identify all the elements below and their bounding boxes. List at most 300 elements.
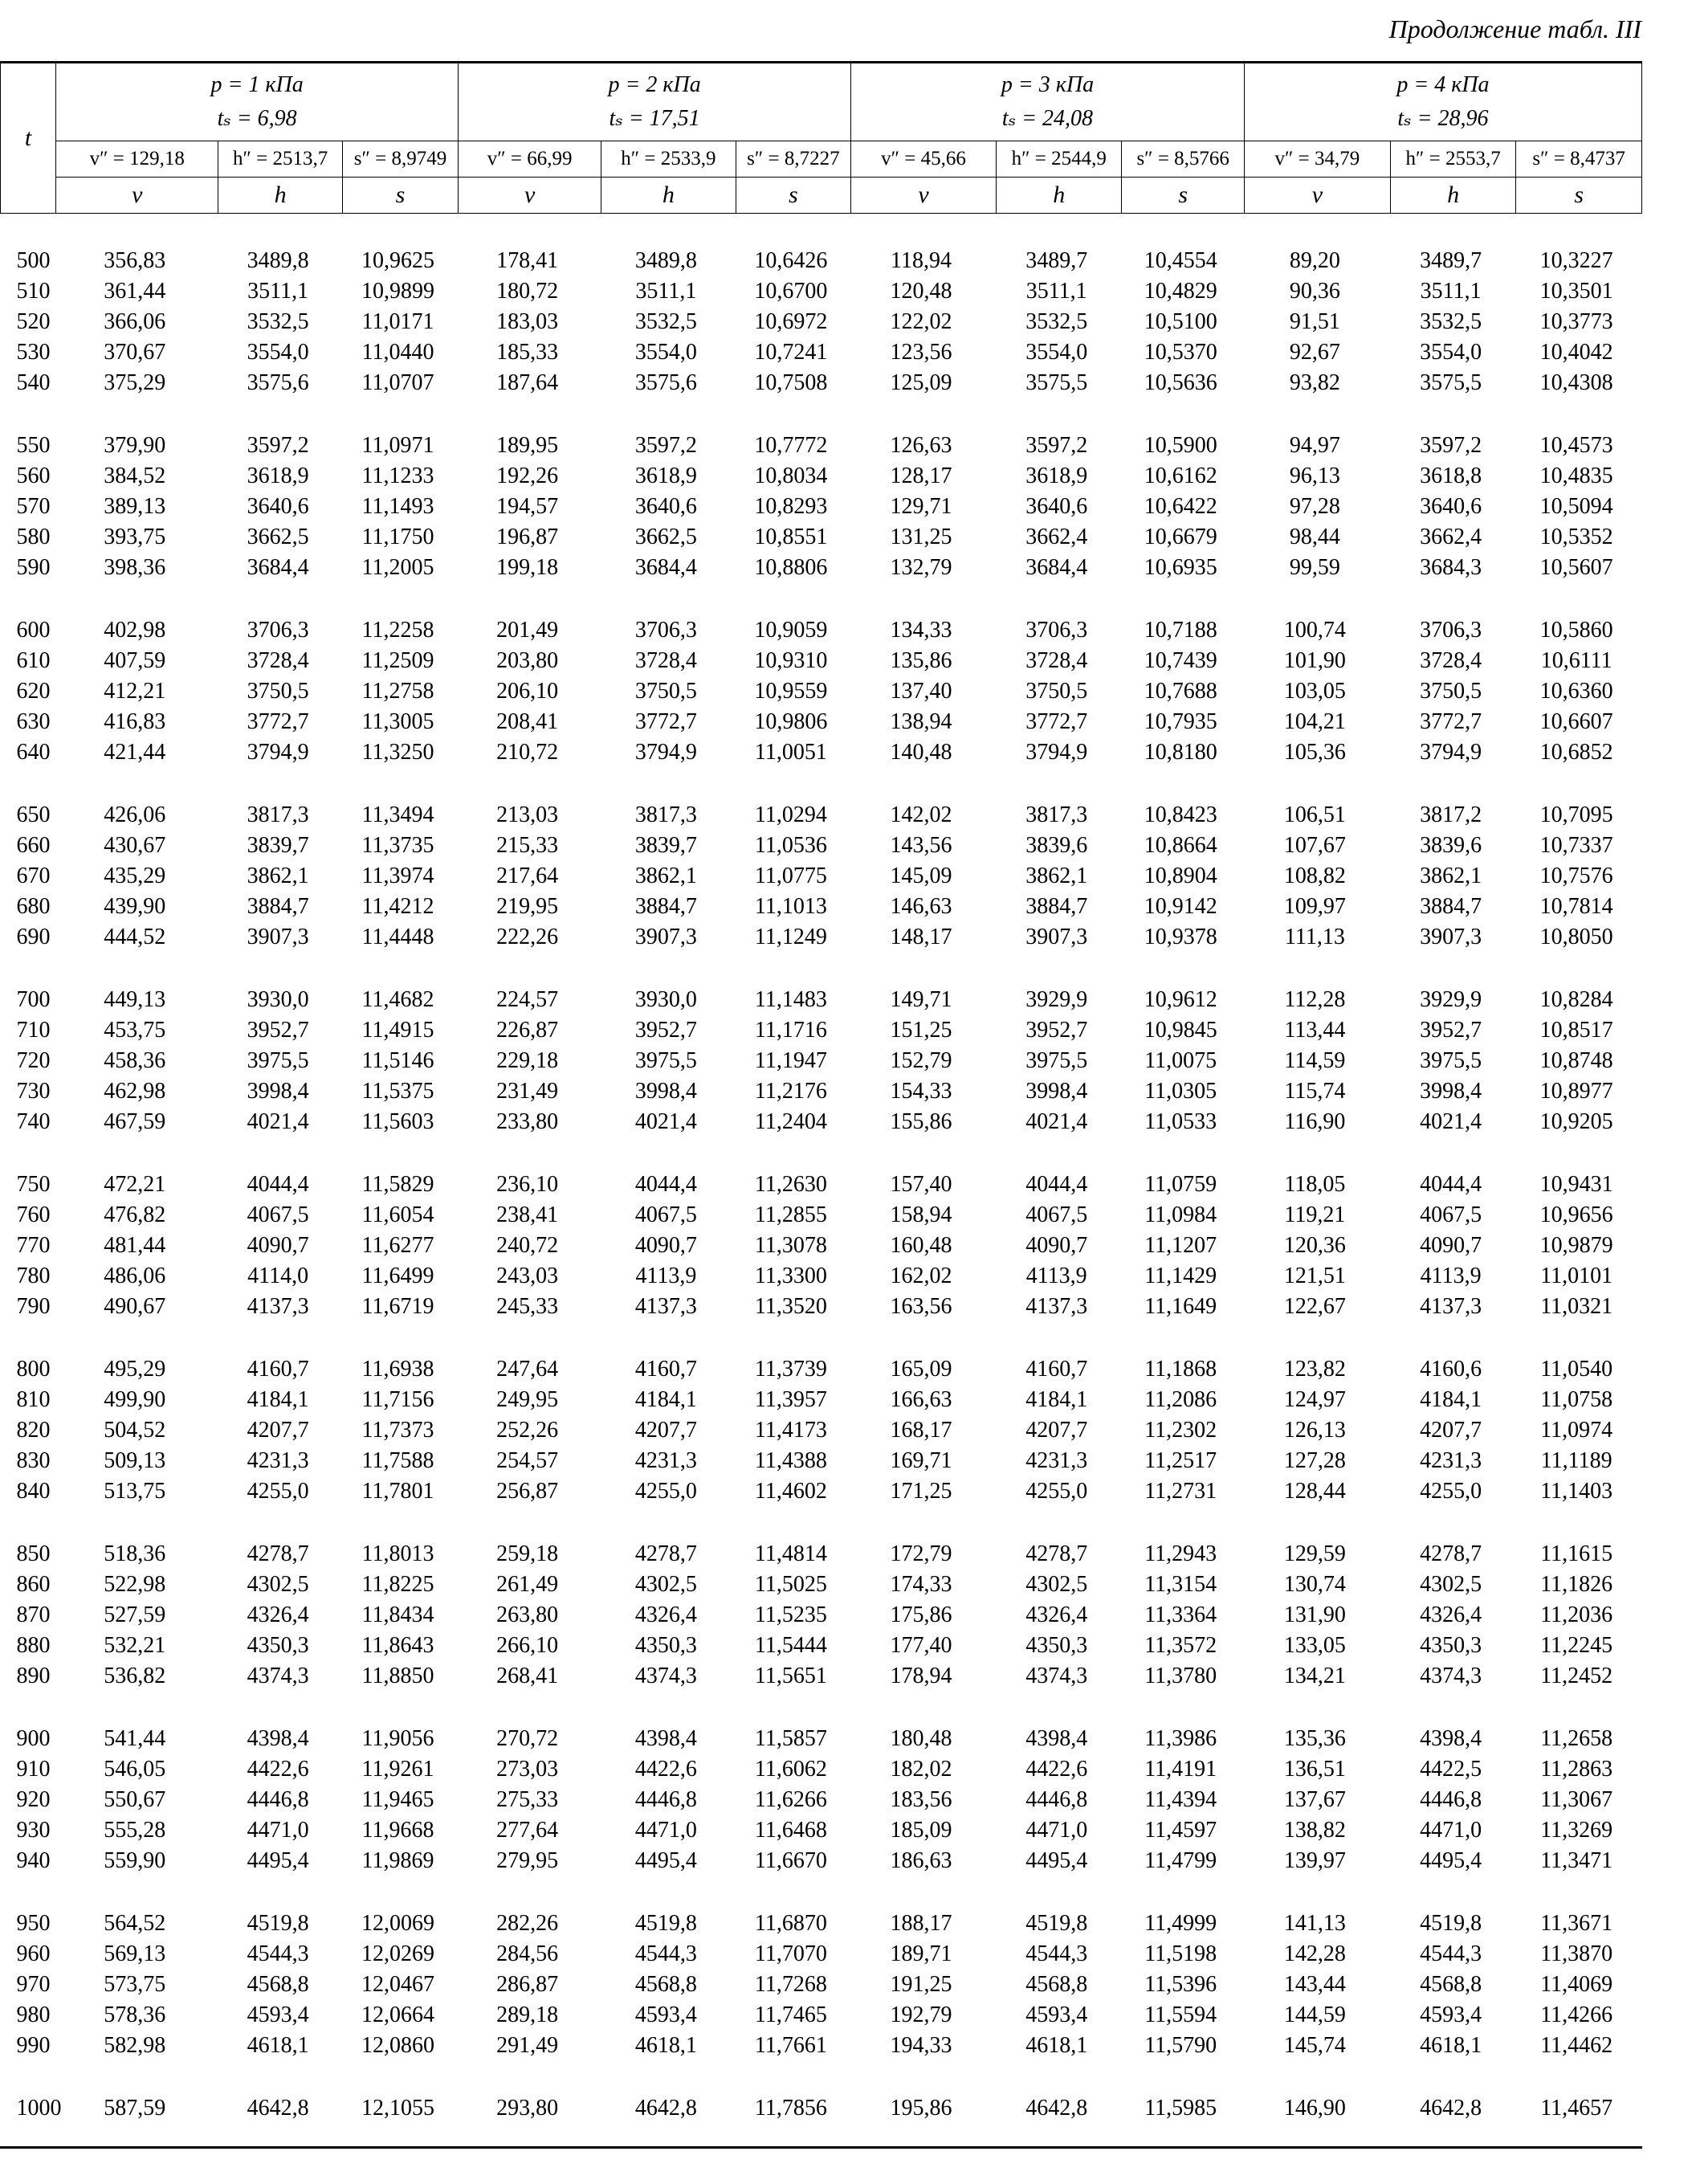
v-cell: 229,18 xyxy=(496,1048,559,1073)
v-cell: 111,13 xyxy=(1284,925,1345,949)
s-cell: 11,3957 xyxy=(754,1387,827,1412)
v-cell: 134,33 xyxy=(890,618,952,643)
v-cell: 123,56 xyxy=(890,340,952,365)
v-cell: 449,13 xyxy=(104,987,166,1012)
h-cell: 3817,3 xyxy=(634,802,697,827)
v-cell: 555,28 xyxy=(104,1818,166,1843)
s-cell: 11,7373 xyxy=(361,1418,434,1443)
s-cell: 11,5985 xyxy=(1144,2096,1217,2121)
s-cell: 11,4266 xyxy=(1540,2002,1613,2027)
temperature-cell: 560 xyxy=(16,463,51,488)
h-cell: 4302,5 xyxy=(1025,1572,1088,1597)
v-cell: 104,21 xyxy=(1283,709,1346,734)
h-cell: 4568,8 xyxy=(634,1972,697,1997)
separator-cell xyxy=(1,1137,1642,1170)
h-cell: 3975,5 xyxy=(634,1048,697,1073)
s-cell: 11,4657 xyxy=(1540,2096,1613,2121)
s-cell: 11,6468 xyxy=(754,1818,827,1843)
v-cell: 495,29 xyxy=(104,1357,166,1382)
table-row xyxy=(1,1046,1642,1076)
table-row xyxy=(1,1015,1642,1046)
h-cell: 4544,3 xyxy=(634,1941,697,1966)
v-cell: 121,51 xyxy=(1283,1263,1346,1288)
s-cell: 11,3671 xyxy=(1540,1911,1613,1936)
h-cell: 3862,1 xyxy=(247,863,309,888)
s-cell: 10,9431 xyxy=(1539,1172,1613,1197)
s-cell: 10,8904 xyxy=(1144,863,1217,888)
s-cell: 11,6062 xyxy=(754,1757,827,1782)
h-cell: 4160,7 xyxy=(247,1357,309,1382)
s-cell: 12,0664 xyxy=(361,2002,434,2027)
group-separator xyxy=(1,2061,1642,2093)
s-cell: 11,4069 xyxy=(1540,1972,1613,1997)
s-cell: 11,2258 xyxy=(361,618,434,643)
v-cell: 196,87 xyxy=(496,525,559,549)
h-cell: 3975,5 xyxy=(1025,1048,1088,1073)
s-cell: 10,9059 xyxy=(754,618,828,643)
s-cell: 11,0971 xyxy=(361,433,434,458)
s-cell: 10,5100 xyxy=(1144,309,1217,334)
group-separator xyxy=(1,1322,1642,1354)
v-cell: 131,90 xyxy=(1283,1602,1346,1627)
s-cell: 11,2630 xyxy=(754,1172,827,1197)
s-cell: 10,7095 xyxy=(1539,802,1613,827)
h-cell: 4021,4 xyxy=(634,1109,697,1134)
s-cell: 10,9378 xyxy=(1144,925,1217,949)
s-cell: 10,6679 xyxy=(1144,525,1217,549)
s-cell: 10,6360 xyxy=(1539,679,1613,704)
h-cell: 4113,9 xyxy=(635,1263,697,1288)
h-cell: 4350,3 xyxy=(634,1633,697,1658)
h-cell: 4642,8 xyxy=(247,2096,309,2121)
v-cell: 266,10 xyxy=(496,1633,559,1658)
table-row xyxy=(1,1785,1642,1815)
s-cell: 11,1716 xyxy=(754,1018,827,1043)
h-cell: 4326,4 xyxy=(634,1602,697,1627)
h-cell: 4278,7 xyxy=(1420,1541,1482,1566)
temperature-cell: 980 xyxy=(16,2002,51,2027)
s-cell: 10,5370 xyxy=(1144,340,1217,365)
symbol-h: h xyxy=(1390,178,1516,214)
v-cell: 160,48 xyxy=(890,1233,952,1258)
separator-cell xyxy=(1,2061,1642,2093)
s-cell: 11,7801 xyxy=(361,1479,434,1504)
h-cell: 3489,8 xyxy=(247,248,309,273)
h-cell: 4495,4 xyxy=(247,1848,309,1873)
v-cell: 203,80 xyxy=(496,648,559,673)
v-cell: 133,05 xyxy=(1283,1633,1346,1658)
v-cell: 569,13 xyxy=(104,1941,166,1966)
v-cell: 467,59 xyxy=(104,1109,166,1134)
v-cell: 124,97 xyxy=(1283,1387,1346,1412)
sat-s-3: s″ = 8,5766 xyxy=(1122,141,1244,178)
s-cell: 10,6426 xyxy=(754,248,828,273)
s-cell: 10,5352 xyxy=(1539,525,1613,549)
v-cell: 393,75 xyxy=(104,525,166,549)
temperature-cell: 660 xyxy=(16,833,51,858)
group-separator xyxy=(1,1692,1642,1724)
s-cell: 11,3986 xyxy=(1144,1726,1217,1751)
s-cell: 11,1249 xyxy=(754,925,827,949)
v-cell: 233,80 xyxy=(496,1109,559,1134)
sat-v-2: v″ = 66,99 xyxy=(459,141,601,178)
h-cell: 3998,4 xyxy=(247,1079,309,1104)
h-cell: 3817,2 xyxy=(1420,802,1482,827)
h-cell: 3532,5 xyxy=(1420,309,1482,334)
v-cell: 366,06 xyxy=(104,309,166,334)
s-cell: 11,0540 xyxy=(1540,1357,1613,1382)
v-cell: 564,52 xyxy=(104,1911,166,1936)
h-cell: 4067,5 xyxy=(634,1202,697,1227)
s-cell: 11,6670 xyxy=(754,1848,827,1873)
v-cell: 135,86 xyxy=(890,648,952,673)
h-cell: 4184,1 xyxy=(247,1387,309,1412)
temperature-cell: 540 xyxy=(16,370,51,395)
s-cell: 10,9656 xyxy=(1539,1202,1613,1227)
s-cell: 10,7337 xyxy=(1539,833,1613,858)
s-cell: 11,3870 xyxy=(1540,1941,1613,1966)
h-cell: 3839,7 xyxy=(247,833,309,858)
s-cell: 11,7070 xyxy=(754,1941,827,1966)
temperature-cell: 700 xyxy=(16,987,51,1012)
symbol-h: h xyxy=(218,178,342,214)
v-cell: 98,44 xyxy=(1289,525,1340,549)
v-cell: 472,21 xyxy=(104,1172,166,1197)
s-cell: 10,9310 xyxy=(754,648,828,673)
table-row xyxy=(1,861,1642,892)
s-cell: 10,8551 xyxy=(754,525,828,549)
v-cell: 476,82 xyxy=(104,1202,166,1227)
h-cell: 3489,8 xyxy=(634,248,697,273)
temperature-cell: 870 xyxy=(16,1602,51,1627)
v-cell: 115,74 xyxy=(1284,1079,1346,1104)
table-row xyxy=(1,431,1642,461)
s-cell: 11,1493 xyxy=(361,494,434,519)
h-cell: 4044,4 xyxy=(247,1172,309,1197)
h-cell: 4544,3 xyxy=(1420,1941,1482,1966)
table-row xyxy=(1,1231,1642,1261)
s-cell: 10,8423 xyxy=(1144,802,1217,827)
h-cell: 4642,8 xyxy=(1025,2096,1088,2121)
s-cell: 11,6938 xyxy=(361,1357,434,1382)
s-cell: 11,4999 xyxy=(1144,1911,1217,1936)
v-cell: 120,48 xyxy=(890,279,952,304)
h-cell: 3930,0 xyxy=(247,987,309,1012)
v-cell: 138,82 xyxy=(1283,1818,1346,1843)
s-cell: 10,7576 xyxy=(1539,863,1613,888)
s-cell: 11,8434 xyxy=(361,1602,434,1627)
h-cell: 3618,9 xyxy=(634,463,697,488)
h-cell: 4374,3 xyxy=(1025,1664,1088,1688)
table-row xyxy=(1,307,1642,337)
s-cell: 11,0533 xyxy=(1144,1109,1217,1134)
h-cell: 3640,6 xyxy=(634,494,697,519)
h-cell: 4044,4 xyxy=(634,1172,697,1197)
h-cell: 3728,4 xyxy=(247,648,309,673)
v-cell: 188,17 xyxy=(890,1911,952,1936)
s-cell: 11,3154 xyxy=(1144,1572,1217,1597)
v-cell: 195,86 xyxy=(890,2096,952,2121)
table-row xyxy=(1,1261,1642,1292)
group-separator xyxy=(1,953,1642,985)
v-cell: 256,87 xyxy=(496,1479,559,1504)
v-cell: 389,13 xyxy=(104,494,166,519)
s-cell: 10,8977 xyxy=(1539,1079,1613,1104)
s-cell: 11,0321 xyxy=(1540,1294,1613,1319)
temperature-cell: 500 xyxy=(16,248,51,273)
s-cell: 11,9056 xyxy=(361,1726,434,1751)
h-cell: 4302,5 xyxy=(634,1572,697,1597)
s-cell: 10,4042 xyxy=(1539,340,1613,365)
h-cell: 3998,4 xyxy=(634,1079,697,1104)
v-cell: 504,52 xyxy=(104,1418,166,1443)
temperature-cell: 960 xyxy=(16,1941,51,1966)
table-caption: Продолжение табл. III xyxy=(1388,14,1641,43)
v-cell: 240,72 xyxy=(496,1233,559,1258)
s-cell: 11,2855 xyxy=(754,1202,827,1227)
v-cell: 219,95 xyxy=(496,894,559,919)
v-cell: 582,98 xyxy=(104,2033,166,2058)
v-cell: 192,26 xyxy=(496,463,559,488)
s-cell: 11,7588 xyxy=(361,1448,434,1473)
h-cell: 4568,8 xyxy=(1025,1972,1088,1997)
s-cell: 11,8643 xyxy=(361,1633,434,1658)
v-cell: 541,44 xyxy=(104,1726,166,1751)
s-cell: 11,1750 xyxy=(361,525,434,549)
pressure-label: p = 3 кПа xyxy=(1001,72,1095,97)
v-cell: 129,59 xyxy=(1283,1541,1346,1566)
h-cell: 4160,6 xyxy=(1420,1357,1482,1382)
spacer-cell xyxy=(1,214,1642,247)
s-cell: 11,9869 xyxy=(361,1848,434,1873)
s-cell: 10,9879 xyxy=(1539,1233,1613,1258)
v-cell: 194,33 xyxy=(890,2033,952,2058)
s-cell: 11,5396 xyxy=(1144,1972,1217,1997)
s-cell: 11,1826 xyxy=(1540,1572,1613,1597)
h-cell: 3839,6 xyxy=(1420,833,1482,858)
table-row xyxy=(1,1970,1642,2000)
h-cell: 3884,7 xyxy=(634,894,697,919)
v-cell: 154,33 xyxy=(890,1079,952,1104)
h-cell: 3618,9 xyxy=(1025,463,1088,488)
h-cell: 3706,3 xyxy=(1025,618,1088,643)
s-cell: 11,6054 xyxy=(361,1202,434,1227)
v-cell: 141,13 xyxy=(1283,1911,1346,1936)
s-cell: 11,2731 xyxy=(1144,1479,1217,1504)
v-cell: 165,09 xyxy=(890,1357,952,1382)
v-cell: 162,02 xyxy=(890,1263,952,1288)
s-cell: 10,7814 xyxy=(1539,894,1613,919)
s-cell: 11,4388 xyxy=(754,1448,827,1473)
temperature-cell: 640 xyxy=(16,740,51,765)
temperature-header: t xyxy=(1,63,56,214)
v-cell: 550,67 xyxy=(104,1787,166,1812)
v-cell: 191,25 xyxy=(890,1972,952,1997)
table-row xyxy=(1,1446,1642,1476)
s-cell: 10,4829 xyxy=(1144,279,1217,304)
table-row xyxy=(1,615,1642,646)
s-cell: 11,3735 xyxy=(361,833,434,858)
v-cell: 94,97 xyxy=(1289,433,1340,458)
s-cell: 10,7935 xyxy=(1144,709,1217,734)
temperature-cell: 860 xyxy=(16,1572,51,1597)
v-cell: 439,90 xyxy=(104,894,166,919)
s-cell: 11,5444 xyxy=(754,1633,827,1658)
h-cell: 3794,9 xyxy=(1420,740,1482,765)
v-cell: 213,03 xyxy=(496,802,559,827)
s-cell: 11,2517 xyxy=(1144,1448,1217,1473)
v-cell: 522,98 xyxy=(104,1572,166,1597)
temperature-cell: 710 xyxy=(16,1018,51,1043)
h-cell: 3839,6 xyxy=(1025,833,1088,858)
v-cell: 527,59 xyxy=(104,1602,166,1627)
ts-label: tₛ = 6,98 xyxy=(217,106,297,131)
v-cell: 412,21 xyxy=(104,679,166,704)
v-cell: 142,28 xyxy=(1283,1941,1346,1966)
v-cell: 100,74 xyxy=(1283,618,1346,643)
s-cell: 11,8850 xyxy=(361,1664,434,1688)
v-cell: 217,64 xyxy=(496,863,559,888)
v-cell: 247,64 xyxy=(496,1357,559,1382)
h-cell: 3952,7 xyxy=(634,1018,697,1043)
table-row xyxy=(1,1570,1642,1600)
table-row xyxy=(1,492,1642,522)
group-header-4 xyxy=(1244,63,1641,141)
h-cell: 3597,2 xyxy=(247,433,309,458)
v-cell: 130,74 xyxy=(1283,1572,1346,1597)
v-cell: 114,59 xyxy=(1284,1048,1346,1073)
v-cell: 259,18 xyxy=(496,1541,559,1566)
v-cell: 157,40 xyxy=(890,1172,952,1197)
s-cell: 11,5025 xyxy=(754,1572,827,1597)
temperature-cell: 620 xyxy=(16,679,51,704)
s-cell: 10,8748 xyxy=(1539,1048,1613,1073)
v-cell: 113,44 xyxy=(1284,1018,1346,1043)
s-cell: 11,5235 xyxy=(754,1602,827,1627)
s-cell: 11,1207 xyxy=(1144,1233,1217,1258)
h-cell: 3706,3 xyxy=(247,618,309,643)
temperature-cell: 680 xyxy=(16,894,51,919)
s-cell: 11,3269 xyxy=(1540,1818,1613,1843)
table-row xyxy=(1,2093,1642,2124)
h-cell: 3862,1 xyxy=(1420,863,1482,888)
s-cell: 11,4682 xyxy=(361,987,434,1012)
h-cell: 3684,4 xyxy=(247,555,309,580)
s-cell: 11,2036 xyxy=(1540,1602,1613,1627)
h-cell: 3952,7 xyxy=(1420,1018,1482,1043)
table-row xyxy=(1,1815,1642,1846)
s-cell: 11,4191 xyxy=(1144,1757,1217,1782)
v-cell: 172,79 xyxy=(890,1541,952,1566)
s-cell: 10,7688 xyxy=(1144,679,1217,704)
table-row xyxy=(1,461,1642,492)
temperature-cell: 760 xyxy=(16,1202,51,1227)
s-cell: 11,0775 xyxy=(754,863,827,888)
s-cell: 11,9261 xyxy=(361,1757,434,1782)
h-cell: 4398,4 xyxy=(247,1726,309,1751)
temperature-cell: 970 xyxy=(16,1972,51,1997)
v-cell: 293,80 xyxy=(496,2096,559,2121)
h-cell: 3706,3 xyxy=(634,618,697,643)
h-cell: 3575,6 xyxy=(247,370,309,395)
temperature-cell: 730 xyxy=(16,1079,51,1104)
h-cell: 4446,8 xyxy=(1025,1787,1088,1812)
v-cell: 435,29 xyxy=(104,863,166,888)
h-cell: 3952,7 xyxy=(247,1018,309,1043)
v-cell: 137,40 xyxy=(890,679,952,704)
table-row xyxy=(1,1076,1642,1107)
separator-cell xyxy=(1,953,1642,985)
s-cell: 10,7241 xyxy=(754,340,828,365)
v-cell: 532,21 xyxy=(104,1633,166,1658)
v-cell: 249,95 xyxy=(496,1387,559,1412)
h-cell: 4446,8 xyxy=(247,1787,309,1812)
s-cell: 11,2302 xyxy=(1144,1418,1217,1443)
h-cell: 3662,4 xyxy=(1420,525,1482,549)
s-cell: 10,8664 xyxy=(1144,833,1217,858)
s-cell: 11,5603 xyxy=(361,1109,434,1134)
v-cell: 135,36 xyxy=(1283,1726,1346,1751)
temperature-cell: 510 xyxy=(16,279,51,304)
temperature-cell: 810 xyxy=(16,1387,51,1412)
v-cell: 215,33 xyxy=(496,833,559,858)
s-cell: 10,3773 xyxy=(1539,309,1613,334)
h-cell: 4568,8 xyxy=(247,1972,309,1997)
h-cell: 3597,2 xyxy=(634,433,697,458)
symbol-v: v xyxy=(1244,178,1390,214)
h-cell: 4231,3 xyxy=(634,1448,697,1473)
temperature-cell: 650 xyxy=(16,802,51,827)
h-cell: 3640,6 xyxy=(1420,494,1482,519)
s-cell: 11,2245 xyxy=(1540,1633,1613,1658)
s-cell: 11,2658 xyxy=(1540,1726,1613,1751)
h-cell: 3662,5 xyxy=(634,525,697,549)
v-cell: 453,75 xyxy=(104,1018,166,1043)
temperature-cell: 740 xyxy=(16,1109,51,1134)
v-cell: 509,13 xyxy=(104,1448,166,1473)
v-cell: 143,56 xyxy=(890,833,952,858)
v-cell: 587,59 xyxy=(104,2096,166,2121)
pressure-label: p = 4 кПа xyxy=(1396,72,1490,97)
h-cell: 4137,3 xyxy=(1420,1294,1482,1319)
h-cell: 4302,5 xyxy=(1420,1572,1482,1597)
sat-v-1: v″ = 129,18 xyxy=(56,141,218,178)
v-cell: 148,17 xyxy=(890,925,952,949)
h-cell: 3684,4 xyxy=(1025,555,1088,580)
v-cell: 168,17 xyxy=(890,1418,952,1443)
v-cell: 186,63 xyxy=(890,1848,952,1873)
temperature-cell: 750 xyxy=(16,1172,51,1197)
v-cell: 151,25 xyxy=(890,1018,952,1043)
table-row xyxy=(1,1846,1642,1876)
v-cell: 268,41 xyxy=(496,1664,559,1688)
s-cell: 11,2509 xyxy=(361,648,434,673)
h-cell: 4114,0 xyxy=(247,1263,309,1288)
h-cell: 3772,7 xyxy=(247,709,309,734)
v-cell: 142,02 xyxy=(890,802,952,827)
v-cell: 103,05 xyxy=(1283,679,1346,704)
v-cell: 462,98 xyxy=(104,1079,166,1104)
s-cell: 10,4573 xyxy=(1539,433,1613,458)
v-cell: 163,56 xyxy=(890,1294,952,1319)
h-cell: 4422,6 xyxy=(1025,1757,1088,1782)
v-cell: 270,72 xyxy=(496,1726,559,1751)
temperature-cell: 550 xyxy=(16,433,51,458)
s-cell: 11,7156 xyxy=(361,1387,434,1412)
table-row xyxy=(1,1385,1642,1415)
v-cell: 171,25 xyxy=(890,1479,952,1504)
table-row xyxy=(1,1200,1642,1231)
